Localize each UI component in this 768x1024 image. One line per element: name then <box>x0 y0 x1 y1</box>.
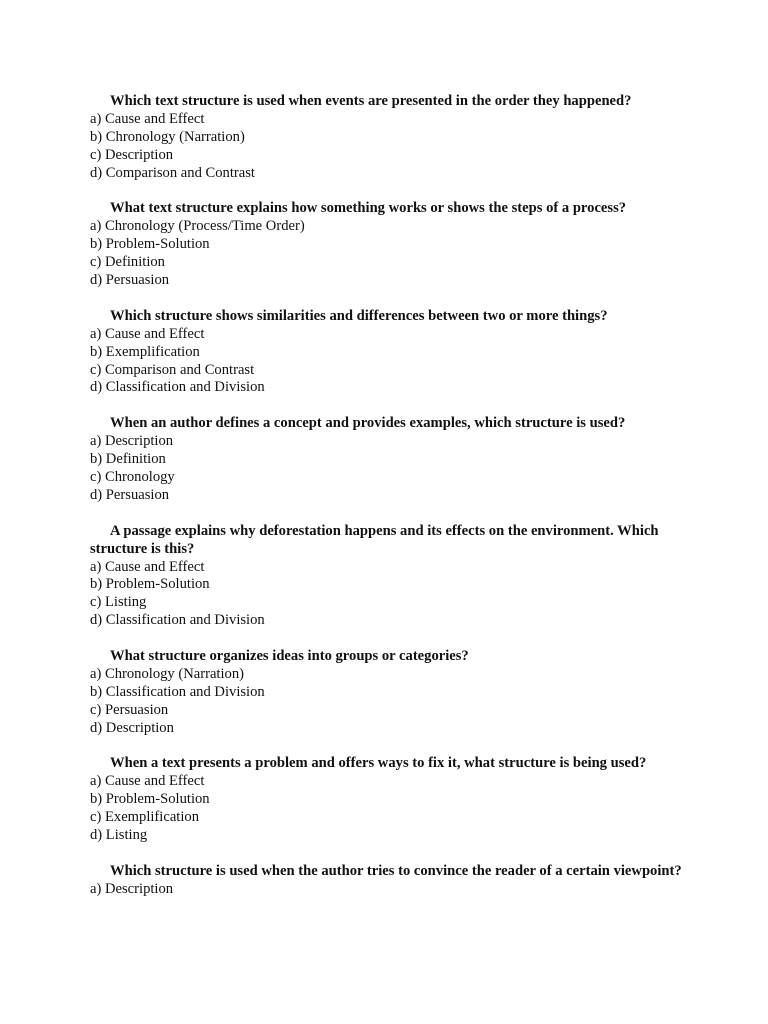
answer-option: b) Definition <box>90 451 166 468</box>
question-block-7 <box>90 755 688 845</box>
answer-option: b) Chronology (Narration) <box>90 128 245 145</box>
question-block-4 <box>90 415 688 505</box>
question-text: When a text presents a problem and offers ways to fix it, what structure is being used? <box>110 755 647 772</box>
answer-option: a) Chronology (Process/Time Order) <box>90 218 305 235</box>
question-block-2 <box>90 200 688 290</box>
quiz-content <box>90 93 688 917</box>
answer-option: d) Listing <box>90 827 148 844</box>
answer-options <box>90 881 688 899</box>
answer-option: d) Classification and Division <box>90 612 265 629</box>
question-block-8 <box>90 863 688 899</box>
question-text: What structure organizes ideas into groups or categories? <box>110 648 469 665</box>
answer-option: a) Cause and Effect <box>90 110 205 127</box>
answer-option: c) Chronology <box>90 468 175 485</box>
answer-option: a) Cause and Effect <box>90 558 205 575</box>
question-text: When an author defines a concept and provides examples, which structure is used? <box>110 415 626 432</box>
answer-option: a) Cause and Effect <box>90 325 205 342</box>
question-text: A passage explains why deforestation happens and its effects on the environment. Which structure is this? <box>90 522 659 557</box>
answer-option: a) Description <box>90 880 174 897</box>
answer-options <box>90 111 688 183</box>
question-block-3 <box>90 308 688 398</box>
answer-option: b) Problem-Solution <box>90 576 210 593</box>
answer-options <box>90 326 688 398</box>
answer-option: b) Problem-Solution <box>90 791 210 808</box>
question-text: Which text structure is used when events are presented in the order they happened? <box>110 93 632 109</box>
answer-option: c) Persuasion <box>90 701 169 718</box>
answer-option: c) Definition <box>90 254 165 271</box>
question-text: Which structure is used when the author tries to convince the reader of a certain viewpoint? <box>110 862 682 879</box>
answer-options <box>90 218 688 290</box>
answer-option: d) Comparison and Contrast <box>90 164 255 181</box>
answer-option: c) Description <box>90 146 174 163</box>
answer-option: d) Persuasion <box>90 272 170 289</box>
answer-option: a) Chronology (Narration) <box>90 665 244 682</box>
answer-options <box>90 559 688 631</box>
question-block-6 <box>90 648 688 738</box>
answer-option: c) Exemplification <box>90 809 200 826</box>
question-text: Which structure shows similarities and differences between two or more things? <box>110 307 608 324</box>
question-text: What text structure explains how something works or shows the steps of a process? <box>110 200 627 217</box>
answer-option: a) Description <box>90 433 174 450</box>
answer-option: d) Persuasion <box>90 486 170 503</box>
answer-option: b) Problem-Solution <box>90 236 210 253</box>
question-block-1 <box>90 93 688 183</box>
answer-options <box>90 773 688 845</box>
answer-options <box>90 433 688 505</box>
answer-option: c) Listing <box>90 594 147 611</box>
answer-option: a) Cause and Effect <box>90 773 205 790</box>
answer-option: d) Classification and Division <box>90 379 265 396</box>
answer-option: d) Description <box>90 719 174 736</box>
answer-option: b) Exemplification <box>90 343 200 360</box>
answer-option: c) Comparison and Contrast <box>90 361 255 378</box>
question-block-5 <box>90 523 688 630</box>
answer-options <box>90 666 688 738</box>
answer-option: b) Classification and Division <box>90 683 265 700</box>
